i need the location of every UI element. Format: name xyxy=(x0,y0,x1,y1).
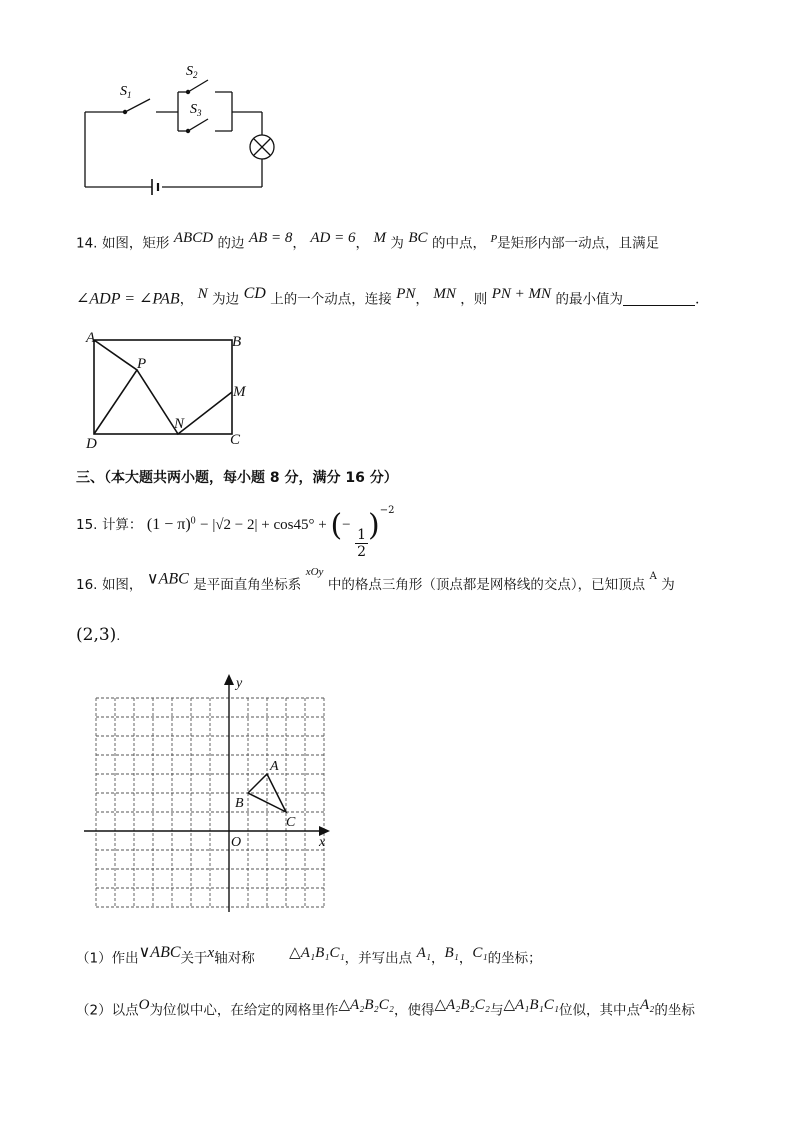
q14-line1: 14. 如图，矩形 $^{ABCD}$ 的边 $^{AB = 8}$， $^{AD = 6}$， $^M$ 为 $^{BC}$ 的中点， $^P$是矩形内部一动点，且满足 xyxy=(76,230,660,252)
label-s3: $S_3$ xyxy=(190,102,202,118)
q16-line1: 16. 如图， $^{\vee ABC}$ 是平面直角坐标系 $^{xOy}$ 中的格点三角形（顶点都是网格线的交点），已知顶点 $^A$ 为 xyxy=(76,566,675,593)
label-A: A xyxy=(270,759,279,774)
grid-lines xyxy=(96,698,324,907)
q16-part2: （2）以点$^O$为位似中心，在给定的网格里作$^{\triangle A_2B_2C_2}$，使得$^{\triangle A_2B_2C_2}$与$^{\triangle A_1B_1C_1}$位似，其中点$^{A_2}$的坐标 xyxy=(76,997,695,1019)
label-y: y xyxy=(236,676,243,691)
coordinate-grid xyxy=(80,672,340,922)
y-axis-arrow xyxy=(224,674,234,685)
label-origin: O xyxy=(231,835,242,850)
rectangle-figure xyxy=(80,328,260,450)
pt-B: B xyxy=(232,334,242,350)
answer-blank[interactable] xyxy=(623,291,695,306)
q15-line: 15. 计算： $(1 - \pi)^0 - |√2 - 2| + \cos 45^\circ$ + (− $\frac{1}{2}$ )$^{-2}$ xyxy=(76,505,395,560)
pt-C: C xyxy=(230,432,241,448)
pt-M: M xyxy=(233,384,246,400)
section3-heading: 三、（本大题共两小题，每小题 8 分，满分 16 分） xyxy=(76,470,398,486)
label-s1: $S_1$ xyxy=(120,84,132,100)
switch-s2-pivot xyxy=(186,90,190,94)
label-s2: $S_2$ xyxy=(186,64,198,80)
label-C: C xyxy=(286,815,296,830)
pt-N: N xyxy=(174,416,185,432)
pt-P: P xyxy=(137,356,147,372)
switch-s1-pivot xyxy=(123,110,127,114)
pt-A: A xyxy=(86,330,96,346)
circuit-diagram xyxy=(70,55,290,195)
switch-s3-pivot xyxy=(186,129,190,133)
q14-line2: ∠ADP = ∠PAB， $^N$ 为边 $^{CD}$ 上的一个动点，连接 $^{PN}$， $^{MN}$ ，则 $^{PN + MN}$ 的最小值为 . xyxy=(76,285,700,308)
fraction: $\frac{1}{2}$ xyxy=(357,527,366,560)
q16-part1: （1）作出$^{\vee ABC}$关于$^x$轴对称 $^{\triangle A_1B_1C_1}$，并写出点 $^{A_1}$，$^{B_1}$，$^{C_1}$的坐标； xyxy=(76,944,542,967)
pt-D: D xyxy=(86,436,97,450)
label-x: x xyxy=(319,835,326,850)
q16-coord: (2,3). xyxy=(76,625,121,645)
label-B: B xyxy=(235,796,244,811)
